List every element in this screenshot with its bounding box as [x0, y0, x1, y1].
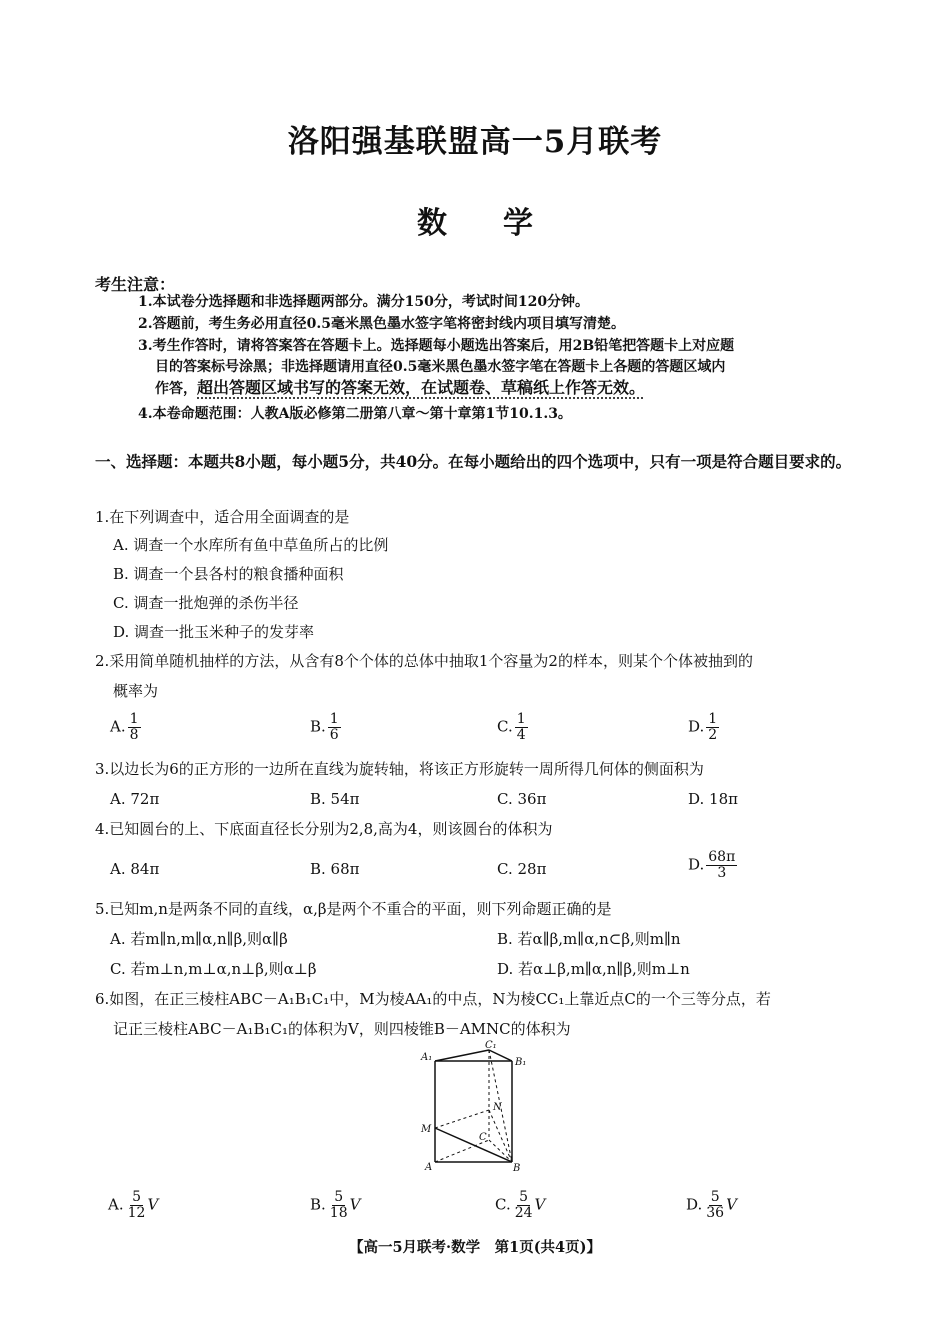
q2-option-c-den: 4 [516, 727, 526, 743]
q2-option-d-fraction [706, 712, 719, 743]
q1-stem: 1.在下列调查中，适合用全面调查的是 [95, 508, 350, 526]
q5-option-a: A. 若m∥n,m∥α,n∥β,则α∥β [110, 930, 288, 948]
label-n: N [493, 1102, 502, 1113]
segment-n-b [489, 1110, 512, 1162]
q3-option-c: C. 36π [497, 790, 547, 808]
edge-c-b [489, 1140, 512, 1162]
q3-stem: 3.以边长为6的正方形的一边所在直线为旋转轴，将该正方形旋转一周所得几何体的侧面积为 [95, 760, 704, 778]
label-b: B [513, 1163, 521, 1174]
q6-option-a-label: A. [108, 1195, 124, 1214]
notice-item-3-end-text: 作答， [155, 381, 197, 397]
page-footer: 【高一5月联考·数学 第1页(共4页)】 [348, 1239, 602, 1256]
edge-a-c [435, 1140, 489, 1162]
q2-option-c-label: C. [497, 717, 513, 736]
q4-option-d-label: D. [688, 855, 705, 874]
subject-char-2: 学 [503, 206, 533, 241]
q4-option-d-num: 68π [708, 849, 736, 865]
q6-option-b-label: B. [310, 1195, 326, 1214]
notice-item-4: 4.本卷命题范围：人教A版必修第二册第八章～第十章第1节10.1.3。 [138, 406, 572, 422]
q2-stem-line2: 概率为 [113, 682, 159, 700]
q6-option-d-num: 5 [710, 1189, 720, 1205]
q2-option-d-num: 1 [708, 711, 718, 727]
q2-option-b-num: 1 [329, 711, 339, 727]
section-heading: 一、选择题：本题共8小题，每小题5分，共40分。在每小题给出的四个选项中，只有一项是符合题目要求的。 [95, 452, 852, 471]
q6-option-d-var: V [726, 1195, 737, 1214]
q6-option-a-fraction [126, 1190, 148, 1221]
label-c: C [479, 1132, 487, 1143]
q6-option-c-var: V [534, 1195, 546, 1214]
q2-option-b-label: B. [310, 717, 326, 736]
q6-option-b-num: 5 [334, 1189, 344, 1205]
q1-option-c: C. 调查一批炮弹的杀伤半径 [113, 594, 299, 612]
q5-option-b: B. 若α∥β,m∥α,n⊂β,则m∥n [497, 930, 681, 948]
notice-item-1: 1.本试卷分选择题和非选择题两部分。满分150分，考试时间120分钟。 [138, 294, 590, 310]
label-m: M [421, 1124, 432, 1135]
q2-option-a-num: 1 [129, 711, 139, 727]
notice-item-2: 2.答题前，考生务必用直径0.5毫米黑色墨水签字笔将密封线内项目填写清楚。 [138, 316, 625, 332]
q4-option-c: C. 28π [497, 860, 547, 878]
subject-title [0, 198, 950, 242]
q4-option-d-fraction [706, 850, 737, 881]
q2-option-d [688, 712, 719, 743]
q4-option-b: B. 68π [310, 860, 360, 878]
subject-char-1: 数 [417, 206, 447, 241]
q3-option-d: D. 18π [688, 790, 738, 808]
q6-option-a-num: 5 [132, 1189, 141, 1205]
notice-emphasis: 超出答题区域书写的答案无效，在试题卷、草稿纸上作答无效。 [197, 378, 646, 397]
q6-option-b-den: 18 [329, 1205, 348, 1221]
q6-option-d-label: D. [686, 1195, 703, 1214]
label-a: A [425, 1162, 433, 1173]
q6-option-c [495, 1190, 545, 1221]
q1-option-d: D. 调查一批玉米种子的发芽率 [113, 623, 315, 641]
q2-stem-line1: 2.采用简单随机抽样的方法，从含有8个个体的总体中抽取1个容量为2的样本，则某个个体被抽到的 [95, 652, 753, 670]
notice-item-3: 3.考生作答时，请将答案答在答题卡上。选择题每小题选出答案后，用2B铅笔把答题卡上对应题 [138, 338, 735, 354]
q6-stem-line2: 记正三棱柱ABC－A₁B₁C₁的体积为V，则四棱锥B－AMNC的体积为 [113, 1020, 571, 1038]
q3-option-a: A. 72π [110, 790, 160, 808]
q2-option-a [110, 712, 141, 743]
q6-option-d-den: 36 [706, 1205, 725, 1221]
q2-option-b-fraction [328, 712, 341, 743]
label-b1: B₁ [515, 1057, 527, 1068]
q4-option-d-den: 3 [717, 865, 727, 881]
q1-option-a: A. 调查一个水库所有鱼中草鱼所占的比例 [113, 536, 389, 554]
q2-option-a-label: A. [110, 717, 126, 736]
q6-option-c-num: 5 [519, 1189, 529, 1205]
q5-stem: 5.已知m,n是两条不同的直线，α,β是两个不重合的平面，则下列命题正确的是 [95, 900, 612, 918]
q2-option-a-fraction [128, 712, 141, 743]
q6-option-a-var: V [147, 1195, 159, 1214]
edge-c1-b1 [489, 1050, 512, 1061]
notice-item-3-end [155, 378, 645, 399]
q4-option-a: A. 84π [110, 860, 160, 878]
q6-stem-line1: 6.如图，在正三棱柱ABC－A₁B₁C₁中，M为棱AA₁的中点，N为棱CC₁上靠近点C的一个三等分点，若 [95, 990, 771, 1008]
q4-stem: 4.已知圆台的上、下底面直径长分别为2,8,高为4，则该圆台的体积为 [95, 820, 553, 838]
q5-option-d: D. 若α⊥β,m∥α,n∥β,则m⊥n [497, 960, 690, 978]
q6-option-b [310, 1190, 360, 1221]
notice-item-3-cont: 目的答案标号涂黑；非选择题请用直径0.5毫米黑色墨水签字笔在答题卡上各题的答题区域内 [155, 359, 726, 375]
q2-option-c-num: 1 [516, 711, 526, 727]
label-c1: C₁ [485, 1040, 497, 1051]
q6-option-b-var: V [349, 1195, 361, 1214]
q3-option-b: B. 54π [310, 790, 360, 808]
q6-option-a [108, 1190, 158, 1221]
q6-option-c-fraction [513, 1190, 535, 1221]
q2-option-a-den: 8 [129, 727, 139, 743]
prism-figure [415, 1040, 535, 1175]
segment-m-n [435, 1110, 489, 1128]
q6-option-d [686, 1190, 737, 1221]
q2-option-c [497, 712, 528, 743]
q1-option-b: B. 调查一个县各村的粮食播种面积 [113, 565, 344, 583]
q6-option-b-fraction [328, 1190, 350, 1221]
q6-option-d-fraction [704, 1190, 726, 1221]
q2-option-b [310, 712, 341, 743]
q6-option-a-den: 12 [127, 1205, 146, 1221]
q6-option-c-den: 24 [514, 1205, 533, 1221]
q5-option-c: C. 若m⊥n,m⊥α,n⊥β,则α⊥β [110, 960, 317, 978]
q2-option-d-den: 2 [708, 727, 718, 743]
q2-option-d-label: D. [688, 717, 705, 736]
q2-option-c-fraction [515, 712, 528, 743]
exam-title: 洛阳强基联盟高一5月联考 [287, 124, 663, 160]
edge-a1-c1 [435, 1050, 489, 1061]
label-a1: A₁ [421, 1052, 433, 1063]
q6-option-c-label: C. [495, 1195, 511, 1214]
notice-heading: 考生注意： [95, 275, 176, 294]
q4-option-d [688, 850, 737, 881]
q2-option-b-den: 6 [329, 727, 339, 743]
